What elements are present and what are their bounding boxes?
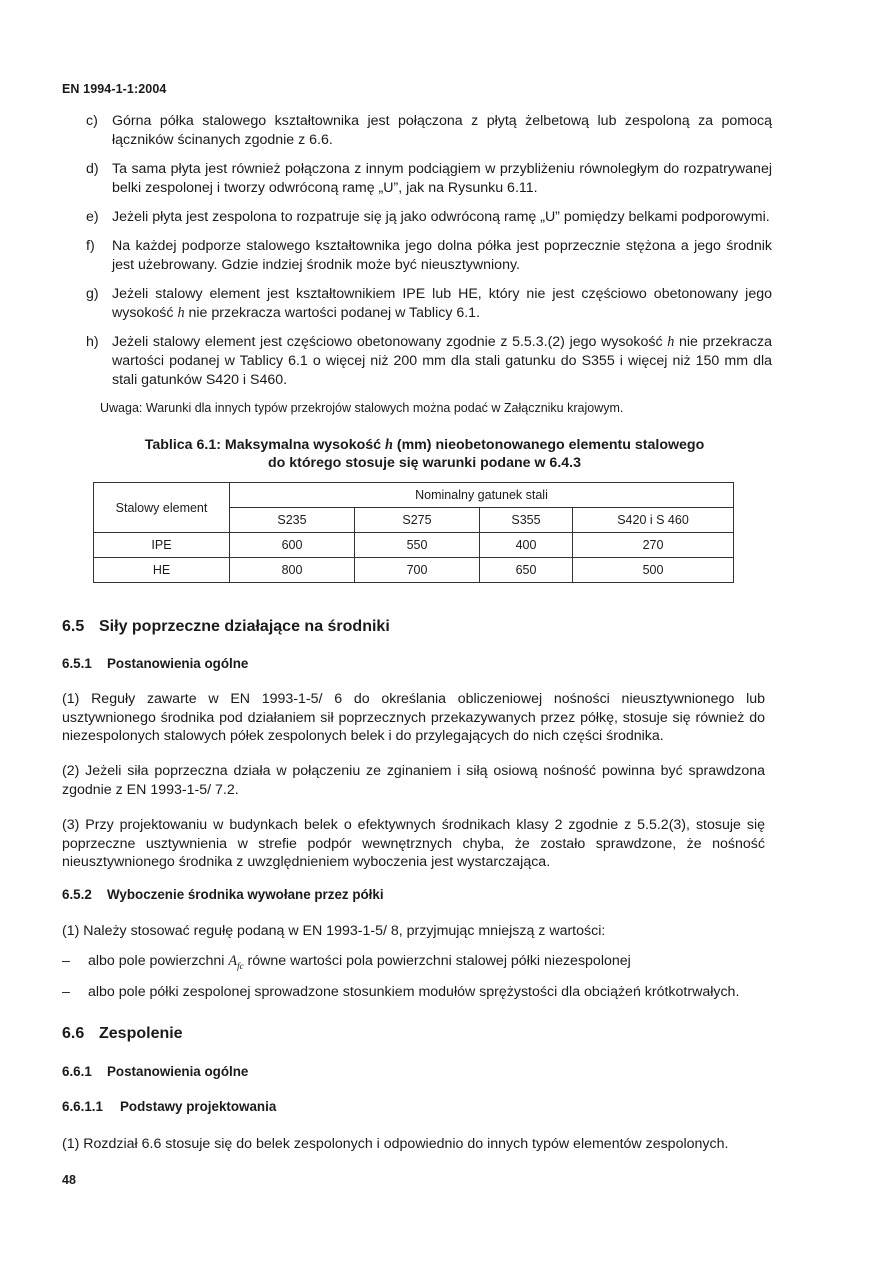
dash-text: albo pole półki zespolonej sprowadzone stosunkiem modułów sprężystości dla obciążeń krótkotrwałych. bbox=[88, 984, 740, 1000]
list-item bbox=[62, 160, 772, 198]
dash-text-part: równe wartości pola powierzchni stalowej półki niezespolonej bbox=[247, 953, 631, 969]
section-number: 6.6 bbox=[62, 1025, 85, 1042]
list-text: Ta sama płyta jest również połączona z innym podciągiem w przybliżeniu równoległym do rozpatrywanej belki zespolonej i tworzy odwróconą ramę „U”, jak na Rysunku 6.11. bbox=[112, 161, 772, 196]
section-number: 6.5 bbox=[62, 618, 85, 635]
list-text-part: Jeżeli stalowy element jest kształtownikiem IPE lub HE, który nie jest częściowo obetonowany jego wysokość bbox=[112, 286, 772, 321]
dash-item bbox=[62, 984, 782, 1000]
caption-part: Tablica 6.1: Maksymalna wysokość bbox=[144, 437, 382, 453]
table-header-row bbox=[94, 483, 734, 508]
area-subscript: fc bbox=[237, 960, 244, 971]
column-header-cell: S235 bbox=[230, 508, 355, 533]
dash-mark: – bbox=[62, 953, 70, 969]
document-id: EN 1994-1-1:2004 bbox=[62, 82, 167, 96]
area-symbol: A bbox=[228, 953, 238, 969]
conditions-list bbox=[62, 112, 772, 400]
section-heading-6-5-2 bbox=[62, 887, 384, 902]
group-header-cell: Nominalny gatunek stali bbox=[230, 483, 734, 508]
caption-part: (mm) nieobetonowanego elementu stalowego bbox=[396, 437, 705, 453]
section-number: 6.6.1.1 bbox=[62, 1099, 103, 1114]
dash-text-part: albo pole powierzchni bbox=[88, 953, 225, 969]
column-header-cell: S420 i S 460 bbox=[573, 508, 734, 533]
paragraph: (1) Należy stosować regułę podaną w EN 1993-1-5/ 8, przyjmując mniejszą z wartości: bbox=[62, 923, 606, 939]
table-cell: 500 bbox=[573, 558, 734, 583]
list-label: c) bbox=[86, 113, 98, 129]
list-text bbox=[112, 333, 772, 390]
list-label: d) bbox=[86, 161, 99, 177]
list-label: f) bbox=[86, 238, 95, 254]
height-symbol: h bbox=[385, 437, 393, 453]
section-number: 6.5.1 bbox=[62, 656, 92, 671]
list-label: e) bbox=[86, 209, 99, 225]
section-heading-6-6-1 bbox=[62, 1064, 248, 1079]
list-text: Jeżeli płyta jest zespolona to rozpatruje się ją jako odwróconą ramę „U” pomiędzy belkami podporowymi. bbox=[112, 209, 770, 225]
table-cell: HE bbox=[94, 558, 230, 583]
column-header-cell: S355 bbox=[480, 508, 573, 533]
note: Uwaga: Warunki dla innych typów przekrojów stalowych można podać w Załączniku krajowym. bbox=[100, 401, 624, 415]
table-caption bbox=[62, 436, 787, 472]
list-item bbox=[62, 333, 772, 390]
section-heading-6-6-1-1 bbox=[62, 1099, 276, 1114]
section-heading-6-6 bbox=[62, 1025, 183, 1043]
section-title: Zespolenie bbox=[99, 1025, 183, 1042]
list-text: Na każdej podporze stalowego kształtownika jego dolna półka jest poprzecznie stężona a jego środnik jest użebrowany. Gdzie indziej środnik może być nieusztywniony. bbox=[112, 238, 772, 273]
page-number: 48 bbox=[62, 1173, 76, 1187]
table-cell: IPE bbox=[94, 533, 230, 558]
table-row bbox=[94, 533, 734, 558]
table-cell: 600 bbox=[230, 533, 355, 558]
table-cell: 550 bbox=[355, 533, 480, 558]
list-item bbox=[62, 208, 772, 227]
dash-text bbox=[88, 953, 631, 971]
section-title: Postanowienia ogólne bbox=[107, 1064, 249, 1079]
section-heading-6-5-1 bbox=[62, 656, 248, 671]
paragraph: (1) Rozdział 6.6 stosuje się do belek zespolonych i odpowiednio do innych typów elementów zespolonych. bbox=[62, 1136, 729, 1152]
section-number: 6.5.2 bbox=[62, 887, 92, 902]
list-label: h) bbox=[86, 334, 99, 350]
list-item bbox=[62, 112, 772, 150]
section-title: Podstawy projektowania bbox=[120, 1099, 277, 1114]
dash-mark: – bbox=[62, 984, 70, 1000]
list-label: g) bbox=[86, 286, 99, 302]
column-header-cell: S275 bbox=[355, 508, 480, 533]
list-text bbox=[112, 285, 772, 323]
table-cell: 270 bbox=[573, 533, 734, 558]
list-text-part: nie przekracza wartości podanej w Tablicy 6.1 o więcej niż 200 mm dla stali gatunku do S355 i więcej niż 150 mm dla stali gatunków S420 i S460. bbox=[112, 334, 772, 388]
list-text-part: nie przekracza wartości podanej w Tablicy 6.1. bbox=[188, 305, 481, 321]
dash-item bbox=[62, 953, 782, 971]
list-text-part: Jeżeli stalowy element jest częściowo obetonowany zgodnie z 5.5.3.(2) jego wysokość bbox=[112, 334, 663, 350]
row-header-cell: Stalowy element bbox=[94, 483, 230, 533]
height-symbol: h bbox=[177, 305, 185, 321]
paragraph: (2) Jeżeli siła poprzeczna działa w połączeniu ze zginaniem i siłą osiową nośność powinna być sprawdzona zgodnie z EN 1993-1-5/ 7.2. bbox=[62, 763, 765, 798]
table-cell: 800 bbox=[230, 558, 355, 583]
section-heading-6-5 bbox=[62, 618, 390, 636]
section-title: Siły poprzeczne działające na środniki bbox=[99, 618, 390, 635]
list-text: Górna półka stalowego kształtownika jest połączona z płytą żelbetową lub zespoloną za pomocą łączników ścinanych zgodnie z 6.6. bbox=[112, 113, 772, 148]
section-number: 6.6.1 bbox=[62, 1064, 92, 1079]
table-6-1 bbox=[93, 482, 734, 583]
list-item bbox=[62, 237, 772, 275]
section-title: Postanowienia ogólne bbox=[107, 656, 249, 671]
table-cell: 650 bbox=[480, 558, 573, 583]
height-symbol: h bbox=[667, 334, 675, 350]
paragraph: (1) Reguły zawarte w EN 1993-1-5/ 6 do określania obliczeniowej nośności nieusztywnionego lub usztywnionego środnika pod działaniem sił poprzecznych przekazywanych przez półkę, stosuje się również do niezespolonych stalowych półek zespolonych belek i do przylegających do nich części środnika. bbox=[62, 691, 765, 744]
section-title: Wyboczenie środnika wywołane przez półki bbox=[107, 887, 384, 902]
caption-line-2: do którego stosuje się warunki podane w 6.4.3 bbox=[268, 455, 581, 471]
table-cell: 400 bbox=[480, 533, 573, 558]
paragraph: (3) Przy projektowaniu w budynkach belek o efektywnych środnikach klasy 2 zgodnie z 5.5.2(3), stosuje się poprzeczne usztywnienia w strefie podpór wewnętrznych chyba, że zostało sprawdzone, że nośność nieusztywnionego środnika z uwzględnieniem wyboczenia jest wystarczająca. bbox=[62, 817, 765, 870]
list-item bbox=[62, 285, 772, 323]
table-row bbox=[94, 558, 734, 583]
table-cell: 700 bbox=[355, 558, 480, 583]
